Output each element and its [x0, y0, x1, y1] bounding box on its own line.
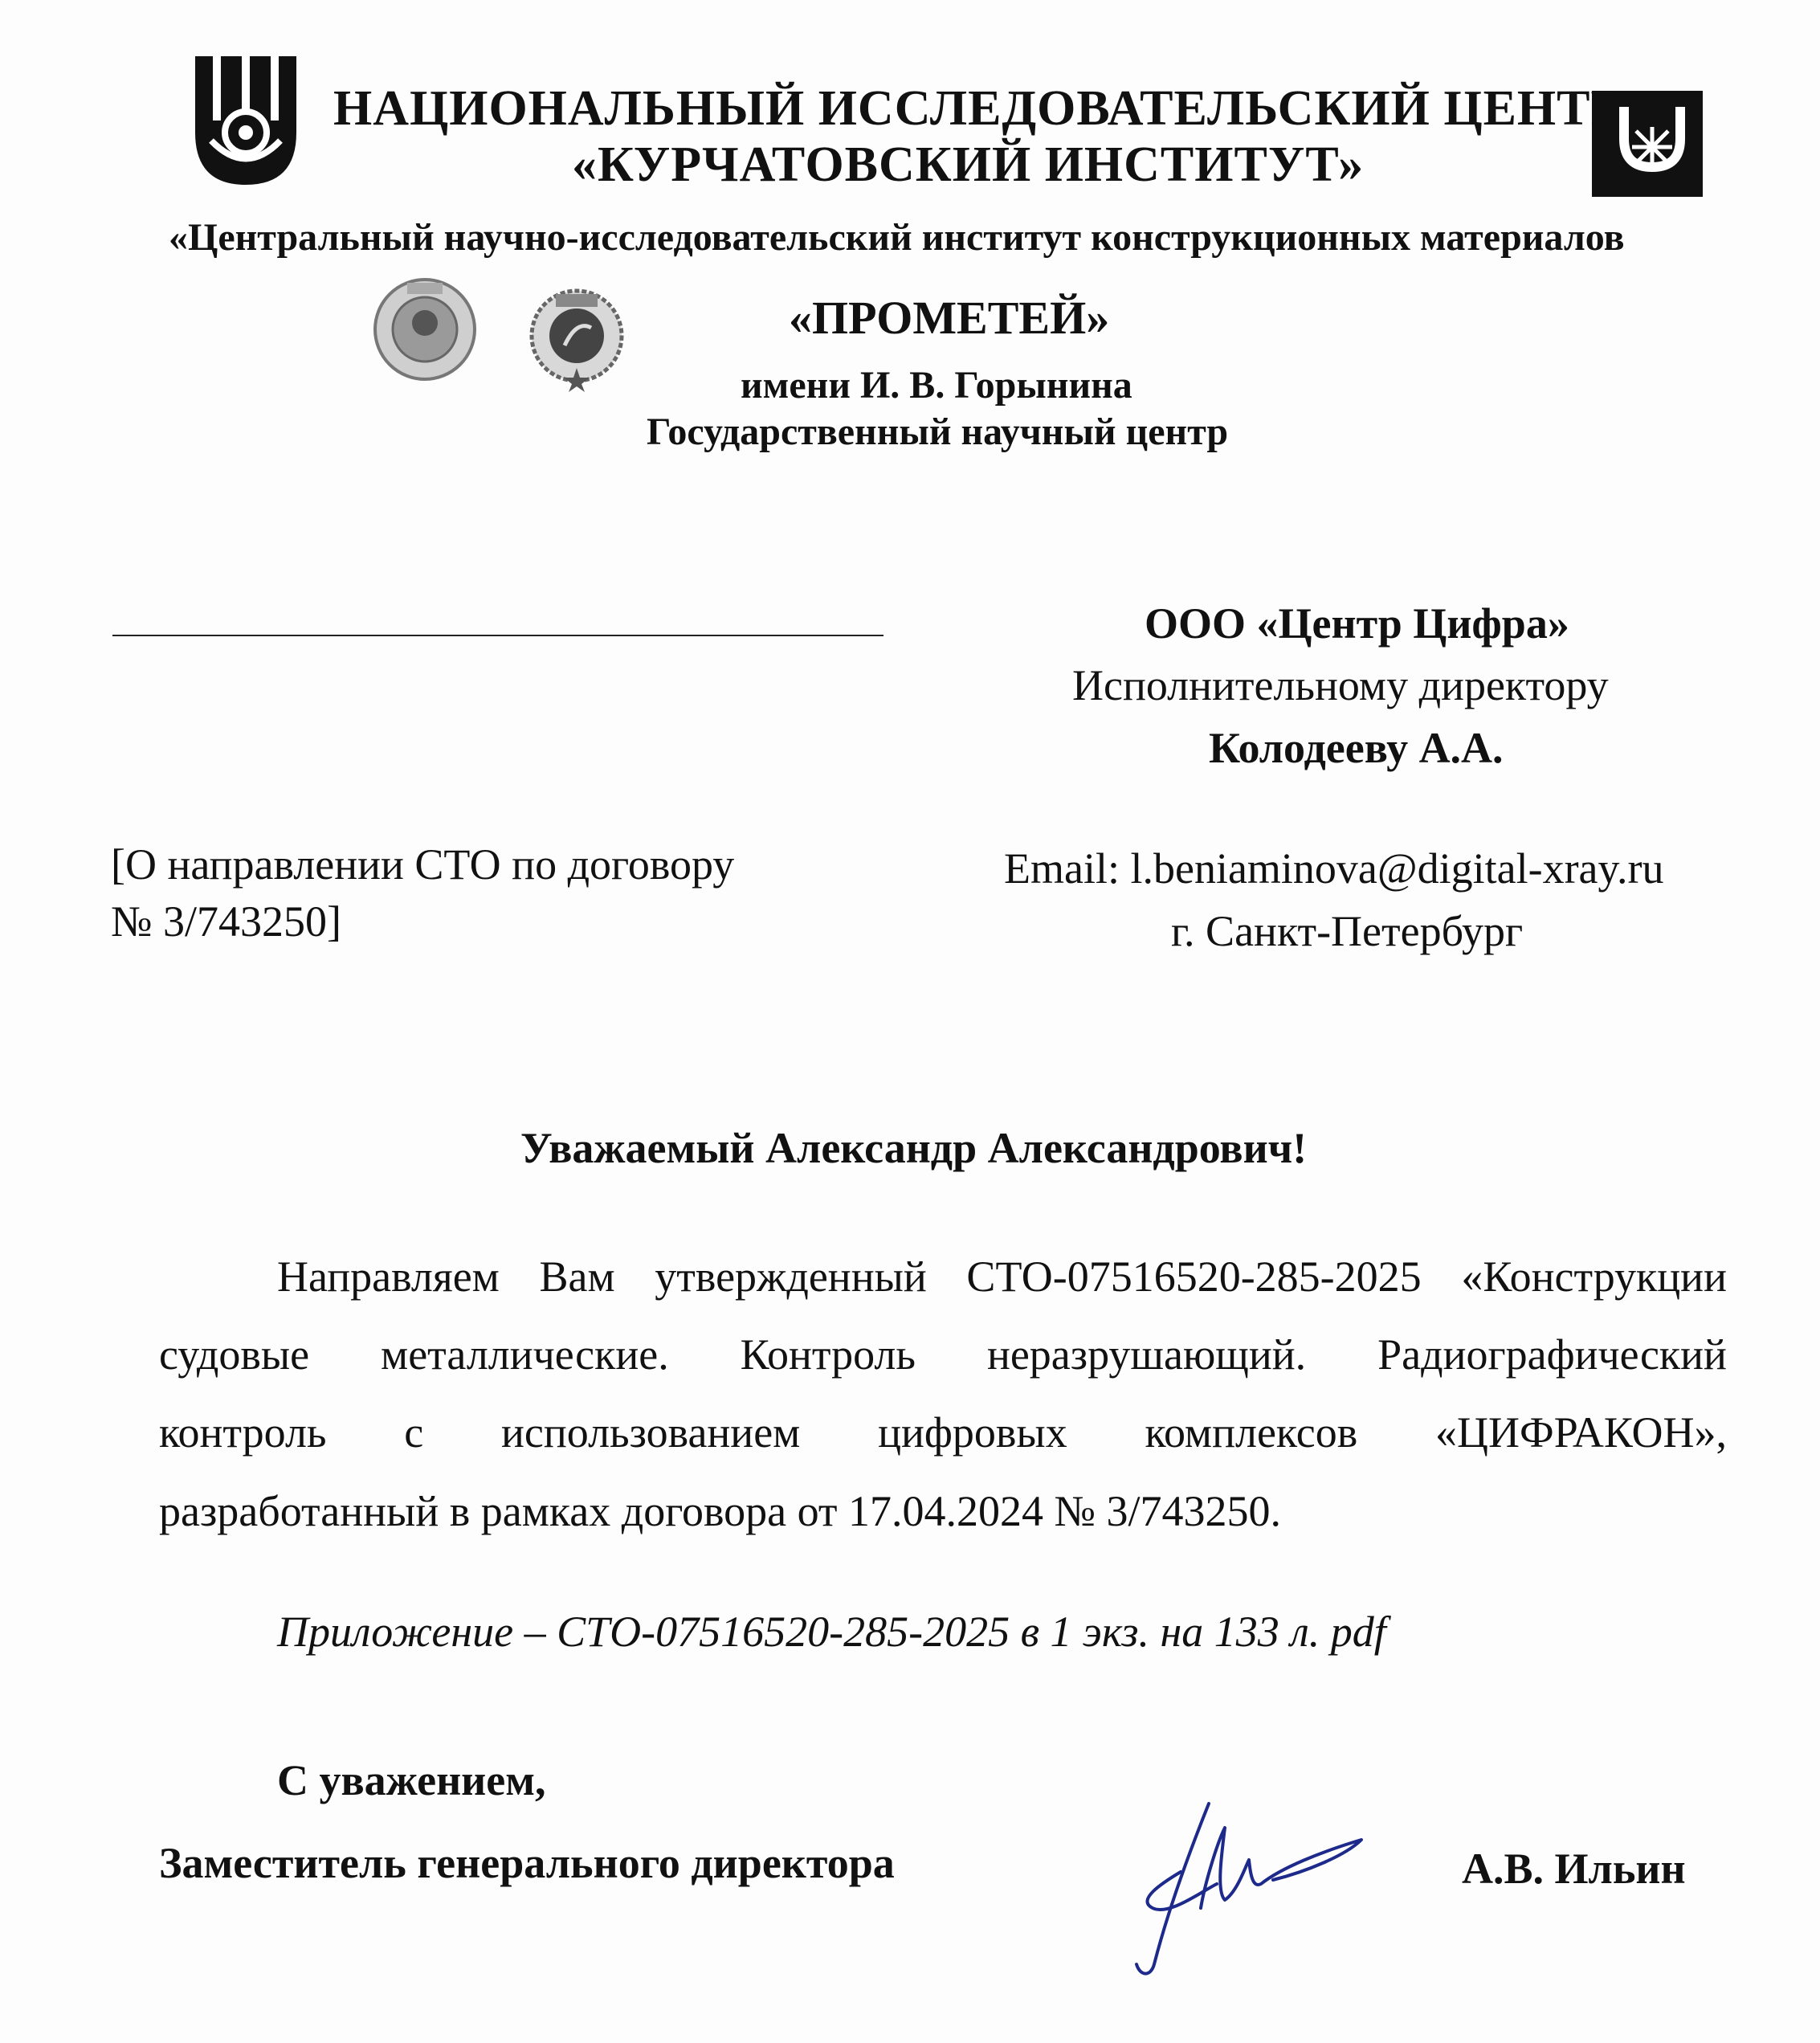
recipient-city: г. Санкт-Петербург: [1171, 907, 1524, 955]
body-word: металлические.: [381, 1330, 669, 1379]
email-label: Email:: [1004, 844, 1120, 893]
recipient-position: Исполнительному директору: [1072, 661, 1609, 709]
body-line-3: [159, 1408, 1727, 1457]
body-word: «Конструкции: [1461, 1252, 1727, 1301]
kurchatov-logo-icon: [195, 56, 296, 185]
body-line-1: [277, 1252, 1727, 1301]
recipient-name: Колодееву А.А.: [1209, 724, 1504, 772]
body-word: использованием: [501, 1408, 801, 1457]
body-word: контроль: [159, 1408, 327, 1457]
subject-line1: [О направлении СТО по договору: [111, 840, 735, 889]
body-word: комплексов: [1145, 1408, 1358, 1457]
body-word: СТО-07516520-285-2025: [966, 1252, 1422, 1301]
body-word: утвержденный: [655, 1252, 927, 1301]
handwritten-signature-icon: [1104, 1796, 1377, 1988]
state-research-center: Государственный научный центр: [647, 411, 1229, 453]
body-word: с: [404, 1408, 424, 1457]
body-word: судовые: [159, 1330, 310, 1379]
org-name-line2: «КУРЧАТОВСКИЙ ИНСТИТУТ»: [572, 137, 1365, 192]
email-address: l.beniaminova@digital-xray.ru: [1130, 844, 1664, 893]
closing-regards: С уважением,: [277, 1756, 546, 1804]
signer-name: А.В. Ильин: [1462, 1845, 1686, 1893]
order-of-red-banner-icon: [528, 280, 625, 392]
named-after: имени И. В. Горынина: [741, 364, 1132, 407]
body-word: Вам: [539, 1252, 615, 1301]
subject-line2: № 3/743250]: [111, 897, 342, 946]
order-of-lenin-icon: [371, 273, 479, 386]
body-line-2: [159, 1330, 1727, 1379]
body-word: неразрушающий.: [986, 1330, 1307, 1379]
org-name-line1: НАЦИОНАЛЬНЫЙ ИССЛЕДОВАТЕЛЬСКИЙ ЦЕНТР: [333, 81, 1622, 136]
body-word: Радиографический: [1377, 1330, 1727, 1379]
body-word: Направляем: [277, 1252, 500, 1301]
recipient-company: ООО «Центр Цифра»: [1145, 599, 1569, 648]
recipient-email: [1004, 844, 1664, 893]
outgoing-number-line: [112, 635, 883, 636]
body-word: цифровых: [878, 1408, 1067, 1457]
body-word: Контроль: [740, 1330, 916, 1379]
attachment-note: Приложение – СТО-07516520-285-2025 в 1 экз. на 133 л. pdf: [277, 1608, 1386, 1656]
greeting: Уважаемый Александр Александрович!: [520, 1124, 1308, 1172]
body-line-4: разработанный в рамках договора от 17.04.2024 № 3/743250.: [159, 1487, 1282, 1535]
body-word: «ЦИФРАКОН»,: [1435, 1408, 1727, 1457]
signer-title: Заместитель генерального директора: [159, 1839, 895, 1887]
prometey-title: «ПРОМЕТЕЙ»: [789, 292, 1110, 344]
institute-name: «Центральный научно-исследовательский институт конструкционных материалов: [169, 216, 1625, 259]
